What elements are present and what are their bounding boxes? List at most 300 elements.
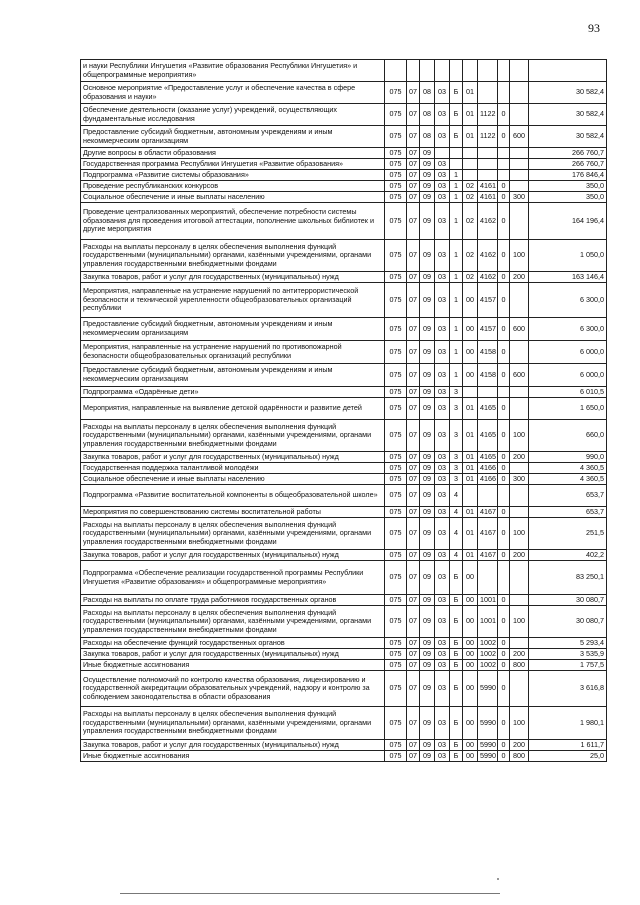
cell-csr-event: [463, 387, 478, 398]
cell-csr-direction: [478, 170, 498, 181]
cell-razdel: 07: [407, 192, 420, 203]
cell-razdel: 07: [407, 751, 420, 762]
cell-vid-raskhodov: [510, 159, 529, 170]
footer-rule: [120, 893, 500, 894]
budget-table: [80, 59, 607, 762]
cell-csr-event: 00: [463, 751, 478, 762]
cell-csr-subprogram: Б: [450, 595, 463, 606]
cell-csr-program: 03: [435, 671, 450, 707]
cell-csr-event: 02: [463, 203, 478, 240]
cell-razdel: 07: [407, 398, 420, 420]
row-name: Предоставление субсидий бюджетным, автономным учреждениям и иным некоммерческим организациям: [81, 318, 385, 341]
cell-vedomstvo: 075: [385, 170, 407, 181]
table-row: [81, 398, 607, 420]
cell-csr-event: 01: [463, 550, 478, 561]
cell-csr-direction: 4166: [478, 463, 498, 474]
cell-csr-suffix: 0: [498, 104, 510, 126]
cell-csr-direction: 4167: [478, 518, 498, 550]
table-row: [81, 740, 607, 751]
cell-csr-program: 03: [435, 595, 450, 606]
cell-podrazdel: 08: [420, 104, 435, 126]
cell-podrazdel: 09: [420, 452, 435, 463]
cell-amount: 83 250,1: [529, 561, 607, 595]
row-name: Подпрограмма «Развитие системы образования»: [81, 170, 385, 181]
row-name: Другие вопросы в области образования: [81, 148, 385, 159]
cell-razdel: 07: [407, 671, 420, 707]
cell-podrazdel: 09: [420, 474, 435, 485]
cell-csr-subprogram: Б: [450, 740, 463, 751]
cell-amount: 3 616,8: [529, 671, 607, 707]
cell-csr-subprogram: Б: [450, 82, 463, 104]
cell-vid-raskhodov: 200: [510, 452, 529, 463]
row-name: Подпрограмма «Обеспечение реализации государственной программы Республики Ингушетия «Развитие образования» и общепрограммные мероприятия»: [81, 561, 385, 595]
cell-vedomstvo: 075: [385, 341, 407, 364]
cell-csr-program: [435, 148, 450, 159]
cell-podrazdel: 09: [420, 148, 435, 159]
table-row: [81, 561, 607, 595]
cell-csr-program: 03: [435, 420, 450, 452]
cell-vedomstvo: 075: [385, 240, 407, 272]
cell-csr-event: 00: [463, 671, 478, 707]
cell-csr-direction: 4165: [478, 420, 498, 452]
row-name: Расходы на выплаты персоналу в целях обеспечения выполнения функций государственными (муниципальными) органами, казёнными учреждениями, органами управления государственными внебюджетными фондами: [81, 606, 385, 638]
cell-razdel: 07: [407, 364, 420, 387]
cell-csr-suffix: [498, 485, 510, 507]
cell-csr-subprogram: 1: [450, 272, 463, 283]
cell-csr-program: 03: [435, 474, 450, 485]
cell-amount: 6 000,0: [529, 364, 607, 387]
cell-csr-suffix: 0: [498, 341, 510, 364]
cell-csr-program: 03: [435, 606, 450, 638]
cell-podrazdel: 09: [420, 387, 435, 398]
cell-podrazdel: 09: [420, 283, 435, 318]
cell-podrazdel: 09: [420, 240, 435, 272]
table-row: [81, 126, 607, 148]
cell-podrazdel: 09: [420, 398, 435, 420]
cell-csr-direction: 5990: [478, 751, 498, 762]
cell-csr-program: 03: [435, 240, 450, 272]
table-row: [81, 507, 607, 518]
cell-vid-raskhodov: 100: [510, 606, 529, 638]
cell-vedomstvo: 075: [385, 203, 407, 240]
cell-podrazdel: 08: [420, 82, 435, 104]
cell-csr-suffix: 0: [498, 707, 510, 740]
table-row: [81, 707, 607, 740]
cell-amount: 1 650,0: [529, 398, 607, 420]
cell-csr-subprogram: 1: [450, 341, 463, 364]
cell-csr-event: 00: [463, 660, 478, 671]
table-row: [81, 452, 607, 463]
table-row: [81, 181, 607, 192]
cell-amount: 3 535,9: [529, 649, 607, 660]
cell-csr-subprogram: 3: [450, 398, 463, 420]
cell-amount: 402,2: [529, 550, 607, 561]
cell-vid-raskhodov: [510, 398, 529, 420]
cell-podrazdel: 09: [420, 463, 435, 474]
cell-csr-direction: [478, 148, 498, 159]
cell-podrazdel: 09: [420, 318, 435, 341]
cell-csr-suffix: 0: [498, 398, 510, 420]
cell-csr-event: 00: [463, 606, 478, 638]
cell-csr-subprogram: Б: [450, 104, 463, 126]
page-number: 93: [588, 21, 600, 35]
row-name: Расходы на выплаты персоналу в целях обеспечения выполнения функций государственными (муниципальными) органами, казёнными учреждениями, органами управления государственными внебюджетными фондами: [81, 518, 385, 550]
cell-csr-program: 03: [435, 485, 450, 507]
cell-amount: 1 980,1: [529, 707, 607, 740]
table-row: [81, 485, 607, 507]
cell-razdel: 07: [407, 452, 420, 463]
row-name: Мероприятия, направленные на устранение нарушений по противопожарной безопасности общеобразовательных организаций республики: [81, 341, 385, 364]
cell-amount: 4 360,5: [529, 474, 607, 485]
cell-csr-event: 00: [463, 740, 478, 751]
cell-razdel: 07: [407, 104, 420, 126]
cell-csr-direction: [478, 159, 498, 170]
cell-podrazdel: 09: [420, 192, 435, 203]
cell-amount: 176 846,4: [529, 170, 607, 181]
cell-csr-event: 00: [463, 707, 478, 740]
cell-vedomstvo: 075: [385, 606, 407, 638]
cell-vid-raskhodov: 100: [510, 707, 529, 740]
table-row: [81, 518, 607, 550]
scan-speck: [497, 878, 499, 880]
cell-csr-suffix: 0: [498, 126, 510, 148]
cell-vid-raskhodov: [510, 387, 529, 398]
row-name: Расходы на выплаты персоналу в целях обеспечения выполнения функций государственными (муниципальными) органами, казёнными учреждениями, органами управления государственными внебюджетными фондами: [81, 420, 385, 452]
cell-vedomstvo: 075: [385, 148, 407, 159]
cell-csr-program: 03: [435, 272, 450, 283]
cell-vid-raskhodov: [510, 60, 529, 82]
cell-vedomstvo: 075: [385, 671, 407, 707]
table-row: [81, 463, 607, 474]
cell-amount: 30 080,7: [529, 606, 607, 638]
cell-razdel: 07: [407, 660, 420, 671]
cell-csr-event: 01: [463, 82, 478, 104]
cell-podrazdel: 08: [420, 126, 435, 148]
cell-csr-program: 03: [435, 203, 450, 240]
cell-vedomstvo: 075: [385, 463, 407, 474]
cell-razdel: 07: [407, 240, 420, 272]
cell-vid-raskhodov: 200: [510, 649, 529, 660]
cell-vedomstvo: 075: [385, 192, 407, 203]
cell-csr-suffix: [498, 561, 510, 595]
cell-vid-raskhodov: [510, 104, 529, 126]
cell-csr-direction: [478, 387, 498, 398]
cell-amount: 25,0: [529, 751, 607, 762]
cell-csr-suffix: 0: [498, 606, 510, 638]
cell-podrazdel: 09: [420, 272, 435, 283]
row-name: Социальное обеспечение и иные выплаты населению: [81, 192, 385, 203]
cell-csr-program: 03: [435, 341, 450, 364]
row-name: Иные бюджетные ассигнования: [81, 660, 385, 671]
row-name: Социальное обеспечение и иные выплаты населению: [81, 474, 385, 485]
cell-csr-program: 03: [435, 364, 450, 387]
cell-csr-subprogram: 1: [450, 181, 463, 192]
cell-vid-raskhodov: 100: [510, 240, 529, 272]
cell-vid-raskhodov: 600: [510, 364, 529, 387]
cell-vedomstvo: 075: [385, 318, 407, 341]
cell-csr-suffix: 0: [498, 671, 510, 707]
table-row: [81, 60, 607, 82]
cell-csr-event: [463, 159, 478, 170]
cell-csr-suffix: 0: [498, 272, 510, 283]
table-row: [81, 170, 607, 181]
table-row: [81, 387, 607, 398]
cell-podrazdel: 09: [420, 420, 435, 452]
cell-vedomstvo: 075: [385, 550, 407, 561]
cell-csr-subprogram: 4: [450, 507, 463, 518]
row-name: и науки Республики Ингушетия «Развитие образования Республики Ингушетия» и общепрограммные мероприятия»: [81, 60, 385, 82]
cell-csr-subprogram: 1: [450, 318, 463, 341]
cell-csr-event: 01: [463, 474, 478, 485]
cell-csr-direction: 4161: [478, 192, 498, 203]
cell-amount: 164 196,4: [529, 203, 607, 240]
cell-vedomstvo: 075: [385, 420, 407, 452]
cell-razdel: 07: [407, 474, 420, 485]
cell-csr-direction: 4162: [478, 203, 498, 240]
cell-vid-raskhodov: [510, 507, 529, 518]
cell-amount: 163 146,4: [529, 272, 607, 283]
cell-vedomstvo: 075: [385, 485, 407, 507]
cell-csr-suffix: 0: [498, 463, 510, 474]
cell-amount: 6 300,0: [529, 318, 607, 341]
cell-vid-raskhodov: [510, 203, 529, 240]
cell-amount: 251,5: [529, 518, 607, 550]
table-row: [81, 660, 607, 671]
cell-podrazdel: 09: [420, 159, 435, 170]
cell-podrazdel: 09: [420, 606, 435, 638]
cell-csr-subprogram: Б: [450, 660, 463, 671]
cell-amount: 6 000,0: [529, 341, 607, 364]
cell-csr-direction: 1002: [478, 638, 498, 649]
cell-vid-raskhodov: [510, 170, 529, 181]
table-row: [81, 148, 607, 159]
table-row: [81, 474, 607, 485]
cell-csr-program: 03: [435, 649, 450, 660]
cell-amount: 30 582,4: [529, 104, 607, 126]
row-name: Расходы на выплаты персоналу в целях обеспечения выполнения функций государственными (муниципальными) органами, казёнными учреждениями, органами управления государственными внебюджетными фондами: [81, 707, 385, 740]
cell-amount: 4 360,5: [529, 463, 607, 474]
cell-vedomstvo: 075: [385, 452, 407, 463]
cell-vedomstvo: 075: [385, 638, 407, 649]
cell-vedomstvo: 075: [385, 82, 407, 104]
cell-csr-direction: 4161: [478, 181, 498, 192]
cell-csr-subprogram: 1: [450, 203, 463, 240]
cell-razdel: 07: [407, 420, 420, 452]
cell-csr-event: 01: [463, 104, 478, 126]
table-row: [81, 203, 607, 240]
cell-razdel: 07: [407, 159, 420, 170]
cell-podrazdel: 09: [420, 485, 435, 507]
cell-csr-subprogram: Б: [450, 126, 463, 148]
cell-amount: [529, 60, 607, 82]
cell-razdel: 07: [407, 148, 420, 159]
cell-csr-suffix: 0: [498, 318, 510, 341]
cell-vedomstvo: 075: [385, 474, 407, 485]
cell-csr-subprogram: Б: [450, 606, 463, 638]
cell-csr-direction: 1122: [478, 126, 498, 148]
row-name: Расходы на обеспечение функций государственных органов: [81, 638, 385, 649]
cell-vid-raskhodov: 100: [510, 518, 529, 550]
cell-csr-direction: 4165: [478, 398, 498, 420]
cell-vedomstvo: 075: [385, 561, 407, 595]
cell-csr-suffix: 0: [498, 452, 510, 463]
cell-vid-raskhodov: [510, 148, 529, 159]
cell-vedomstvo: 075: [385, 398, 407, 420]
cell-podrazdel: 09: [420, 660, 435, 671]
cell-podrazdel: 09: [420, 181, 435, 192]
table-row: [81, 104, 607, 126]
cell-csr-event: 00: [463, 283, 478, 318]
table-row: [81, 364, 607, 387]
cell-amount: 6 010,5: [529, 387, 607, 398]
cell-vedomstvo: 075: [385, 649, 407, 660]
cell-vedomstvo: 075: [385, 707, 407, 740]
cell-vid-raskhodov: [510, 561, 529, 595]
cell-csr-direction: [478, 561, 498, 595]
cell-csr-program: 03: [435, 751, 450, 762]
cell-vid-raskhodov: 300: [510, 192, 529, 203]
table-row: [81, 341, 607, 364]
cell-csr-event: 02: [463, 240, 478, 272]
cell-vid-raskhodov: [510, 181, 529, 192]
cell-csr-direction: 1002: [478, 660, 498, 671]
cell-csr-suffix: [498, 170, 510, 181]
row-name: Закупка товаров, работ и услуг для государственных (муниципальных) нужд: [81, 272, 385, 283]
row-name: Предоставление субсидий бюджетным, автономным учреждениям и иным некоммерческим организациям: [81, 364, 385, 387]
cell-vid-raskhodov: 300: [510, 474, 529, 485]
cell-csr-direction: 4158: [478, 364, 498, 387]
cell-csr-subprogram: 4: [450, 485, 463, 507]
cell-csr-suffix: [498, 60, 510, 82]
cell-razdel: 07: [407, 740, 420, 751]
cell-vedomstvo: 075: [385, 518, 407, 550]
cell-razdel: 07: [407, 550, 420, 561]
row-name: Мероприятия, направленные на выявление детской одарённости и развитие детей: [81, 398, 385, 420]
cell-podrazdel: 09: [420, 203, 435, 240]
cell-csr-event: 01: [463, 452, 478, 463]
cell-csr-subprogram: 1: [450, 364, 463, 387]
cell-podrazdel: 09: [420, 507, 435, 518]
cell-razdel: 07: [407, 283, 420, 318]
cell-csr-suffix: 0: [498, 507, 510, 518]
cell-csr-event: 01: [463, 420, 478, 452]
cell-csr-subprogram: [450, 60, 463, 82]
cell-amount: 350,0: [529, 181, 607, 192]
row-name: Предоставление субсидий бюджетным, автономным учреждениям и иным некоммерческим организациям: [81, 126, 385, 148]
cell-csr-subprogram: 3: [450, 387, 463, 398]
cell-csr-event: 00: [463, 318, 478, 341]
cell-vedomstvo: 075: [385, 159, 407, 170]
cell-amount: 653,7: [529, 485, 607, 507]
cell-csr-program: 03: [435, 561, 450, 595]
cell-csr-suffix: [498, 148, 510, 159]
cell-csr-event: 00: [463, 595, 478, 606]
row-name: Подпрограмма «Развитие воспитательной компоненты в общеобразовательной школе»: [81, 485, 385, 507]
cell-csr-suffix: 0: [498, 240, 510, 272]
cell-csr-suffix: 0: [498, 751, 510, 762]
cell-vedomstvo: 075: [385, 104, 407, 126]
cell-amount: 653,7: [529, 507, 607, 518]
cell-csr-subprogram: [450, 159, 463, 170]
cell-csr-event: 02: [463, 272, 478, 283]
row-name: Осуществление полномочий по контролю качества образования, лицензированию и государственной аккредитации образовательных учреждений, надзору и контролю за соблюдением законодательства в области образования: [81, 671, 385, 707]
table-row: [81, 283, 607, 318]
cell-razdel: 07: [407, 595, 420, 606]
cell-csr-program: 03: [435, 159, 450, 170]
cell-csr-event: 00: [463, 638, 478, 649]
cell-vid-raskhodov: 600: [510, 318, 529, 341]
cell-podrazdel: 09: [420, 550, 435, 561]
table-body: [81, 60, 607, 762]
row-name: Закупка товаров, работ и услуг для государственных (муниципальных) нужд: [81, 740, 385, 751]
cell-podrazdel: 09: [420, 638, 435, 649]
cell-csr-event: 01: [463, 463, 478, 474]
cell-csr-subprogram: Б: [450, 649, 463, 660]
table-row: [81, 671, 607, 707]
cell-vedomstvo: 075: [385, 283, 407, 318]
cell-podrazdel: 09: [420, 751, 435, 762]
cell-csr-suffix: 0: [498, 181, 510, 192]
cell-csr-suffix: 0: [498, 595, 510, 606]
cell-razdel: 07: [407, 463, 420, 474]
cell-csr-event: [463, 170, 478, 181]
cell-amount: 990,0: [529, 452, 607, 463]
cell-csr-event: [463, 485, 478, 507]
table-row: [81, 595, 607, 606]
cell-podrazdel: [420, 60, 435, 82]
cell-csr-program: 03: [435, 638, 450, 649]
cell-csr-subprogram: 4: [450, 518, 463, 550]
cell-vid-raskhodov: [510, 638, 529, 649]
cell-vid-raskhodov: 200: [510, 272, 529, 283]
cell-csr-direction: [478, 60, 498, 82]
cell-csr-direction: 1001: [478, 606, 498, 638]
cell-csr-program: 03: [435, 387, 450, 398]
cell-razdel: 07: [407, 126, 420, 148]
cell-csr-direction: 1002: [478, 649, 498, 660]
cell-vedomstvo: 075: [385, 272, 407, 283]
cell-podrazdel: 09: [420, 740, 435, 751]
cell-csr-suffix: 0: [498, 550, 510, 561]
cell-csr-event: 01: [463, 398, 478, 420]
cell-csr-subprogram: 1: [450, 192, 463, 203]
cell-vedomstvo: 075: [385, 660, 407, 671]
cell-amount: 30 080,7: [529, 595, 607, 606]
cell-vid-raskhodov: [510, 283, 529, 318]
cell-vid-raskhodov: [510, 463, 529, 474]
cell-csr-program: 03: [435, 463, 450, 474]
table-row: [81, 318, 607, 341]
cell-csr-subprogram: Б: [450, 751, 463, 762]
cell-csr-event: 01: [463, 126, 478, 148]
cell-vedomstvo: 075: [385, 751, 407, 762]
cell-csr-program: 03: [435, 192, 450, 203]
cell-razdel: 07: [407, 507, 420, 518]
table-row: [81, 240, 607, 272]
cell-vid-raskhodov: [510, 82, 529, 104]
cell-csr-direction: [478, 485, 498, 507]
cell-vid-raskhodov: [510, 671, 529, 707]
cell-csr-event: [463, 60, 478, 82]
cell-podrazdel: 09: [420, 518, 435, 550]
cell-csr-direction: 4167: [478, 550, 498, 561]
cell-csr-suffix: 0: [498, 518, 510, 550]
cell-vid-raskhodov: 200: [510, 740, 529, 751]
cell-amount: 266 760,7: [529, 148, 607, 159]
cell-csr-subprogram: 3: [450, 463, 463, 474]
cell-csr-subprogram: Б: [450, 671, 463, 707]
cell-csr-subprogram: 1: [450, 240, 463, 272]
